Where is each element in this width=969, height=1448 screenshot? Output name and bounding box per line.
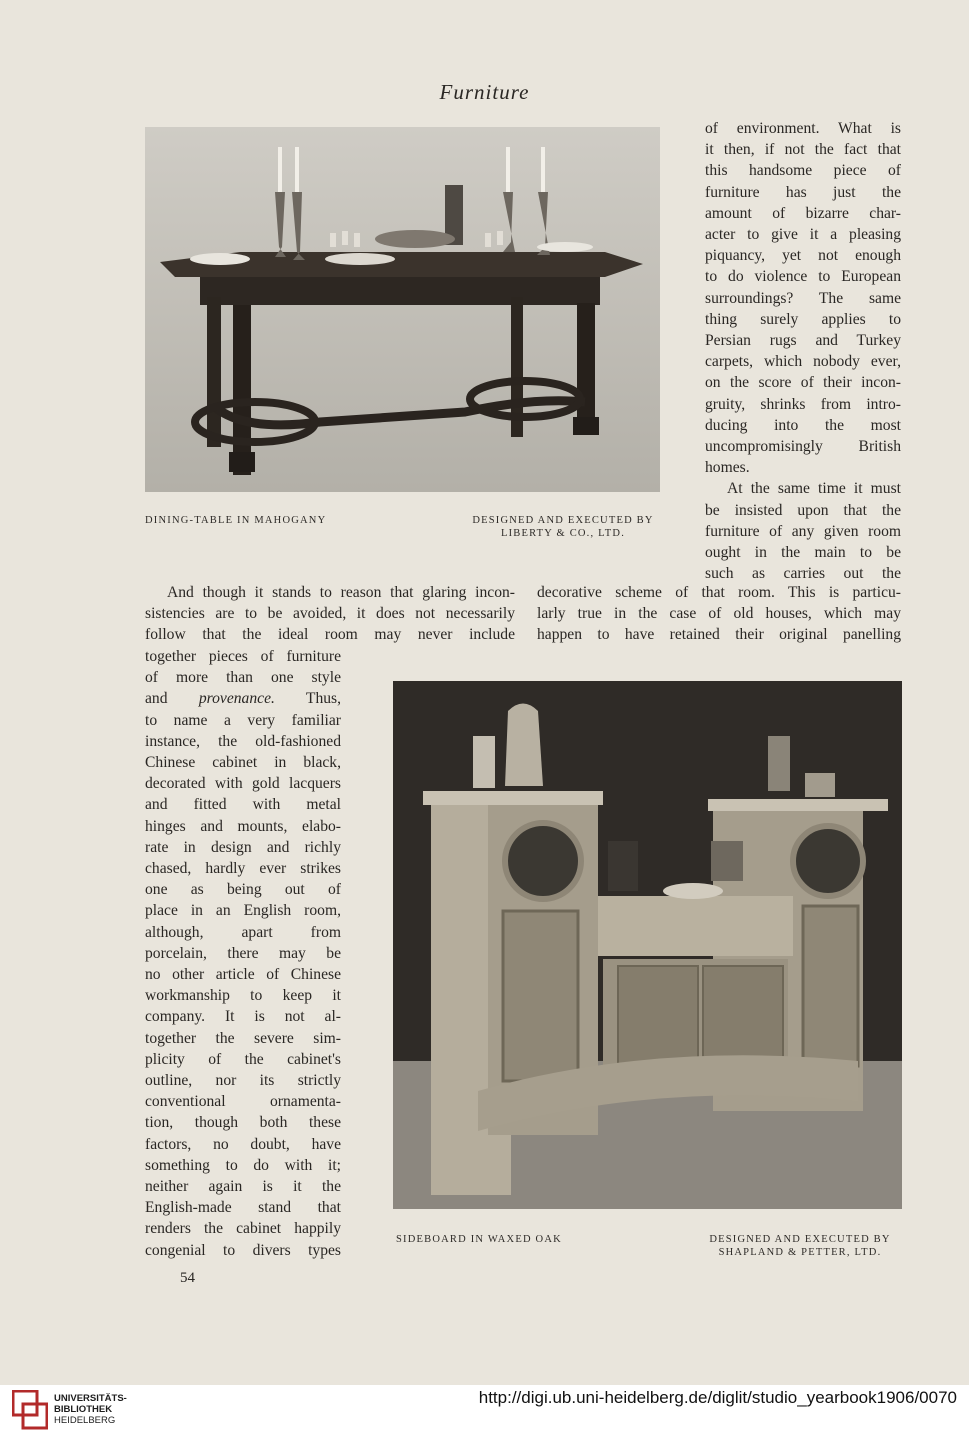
text-line: factors, no doubt, have — [145, 1135, 341, 1153]
right-text-column — [705, 118, 901, 584]
text-line: Persian rugs and Turkey — [705, 332, 901, 350]
text-line: renders the cabinet happily — [145, 1220, 341, 1238]
text-line: hinges and mounts, elabo- — [145, 817, 341, 835]
text-fragment: Thus, — [274, 690, 341, 708]
text-line: company. It is not al- — [145, 1008, 341, 1026]
figure1-caption-credit — [468, 514, 658, 540]
italic-word: provenance. — [198, 690, 275, 708]
text-line: ought in the main to be — [705, 544, 901, 562]
text-line: conventional ornamenta- — [145, 1093, 341, 1111]
figure1-credit-line1: DESIGNED AND EXECUTED BY — [472, 515, 654, 526]
sideboard-photo — [393, 681, 902, 1209]
left-wide-text — [145, 582, 515, 646]
text-line: amount of bizarre char- — [705, 204, 901, 222]
text-line-provenance — [145, 688, 341, 709]
text-line: And though it stands to reason that glaring incon- — [167, 584, 515, 601]
sideboard-illustration — [393, 681, 902, 1209]
page-number: 54 — [180, 1270, 195, 1286]
text-line: this handsome piece of — [705, 162, 901, 180]
text-line: congenial to divers types — [145, 1241, 341, 1259]
text-line: it then, if not the fact that — [705, 141, 901, 159]
text-line: tion, though both these — [145, 1114, 341, 1132]
text-line: decorated with gold lacquers — [145, 775, 341, 793]
text-line: together pieces of furniture — [145, 648, 341, 665]
text-line: no other article of Chinese — [145, 966, 341, 984]
text-line: be insisted upon that the — [705, 501, 901, 519]
text-line: gruity, shrinks from intro- — [705, 395, 901, 413]
text-line: acter to give it a pleasing — [705, 226, 901, 244]
text-line: outline, nor its strictly — [145, 1072, 341, 1090]
dining-table-illustration — [145, 127, 660, 492]
text-line: one as being out of — [145, 881, 341, 899]
text-line: sistencies are to be avoided, it does not necessarily — [145, 605, 515, 623]
text-line: piquancy, yet not enough — [705, 247, 901, 265]
figure1-caption-title: DINING-TABLE IN MAHOGANY — [145, 515, 327, 526]
text-line: chased, hardly ever strikes — [145, 860, 341, 878]
text-line: and fitted with metal — [145, 796, 341, 814]
library-line3: HEIDELBERG — [54, 1415, 116, 1426]
text-line: such as carries out the — [705, 565, 901, 583]
text-line: thing surely applies to — [705, 310, 901, 328]
figure2-credit-line2: SHAPLAND & PETTER, LTD. — [718, 1247, 882, 1258]
text-line: surroundings? The same — [705, 289, 901, 307]
text-line: furniture has just the — [705, 183, 901, 201]
library-logo-icon — [12, 1390, 48, 1430]
text-line: of more than one style — [145, 669, 341, 687]
text-line: English-made stand that — [145, 1199, 341, 1217]
library-line2: BIBLIOTHEK — [54, 1404, 113, 1415]
text-line: Chinese cabinet in black, — [145, 754, 341, 772]
library-line1: UNIVERSITÄTS- — [54, 1393, 127, 1404]
right-wide-text — [537, 582, 901, 646]
text-line: together the severe sim- — [145, 1029, 341, 1047]
text-line: to do violence to European — [705, 268, 901, 286]
text-fragment: and — [145, 690, 199, 708]
source-url-link[interactable]: http://digi.ub.uni-heidelberg.de/diglit/studio_yearbook1906/0070 — [478, 1388, 957, 1407]
text-line: although, apart from — [145, 923, 341, 941]
figure2-caption-credit — [700, 1233, 900, 1259]
text-line: something to do with it; — [145, 1156, 341, 1174]
left-narrow-text — [145, 646, 341, 1261]
text-line: of environment. What is — [705, 120, 901, 137]
text-line: follow that the ideal room may never include — [145, 626, 515, 644]
text-line: plicity of the cabinet's — [145, 1050, 341, 1068]
text-line: place in an English room, — [145, 902, 341, 920]
running-head: Furniture — [439, 80, 530, 104]
figure1-credit-line2: LIBERTY & CO., LTD. — [500, 528, 626, 539]
figure2-caption-title: SIDEBOARD IN WAXED OAK — [396, 1234, 562, 1245]
text-line: happen to have retained their original panelling — [537, 626, 901, 644]
text-line: porcelain, there may be — [145, 944, 341, 962]
text-line: instance, the old-fashioned — [145, 732, 341, 750]
text-line: homes. — [705, 459, 750, 477]
text-line: furniture of any given room — [705, 522, 901, 540]
library-name — [54, 1393, 127, 1426]
figure2-credit-line1: DESIGNED AND EXECUTED BY — [709, 1234, 891, 1245]
text-line: uncompromisingly British — [705, 438, 901, 456]
text-line: larly true in the case of old houses, which may — [537, 605, 901, 623]
text-line: decorative scheme of that room. This is particu- — [537, 584, 901, 601]
text-line: ducing into the most — [705, 416, 901, 434]
text-line: At the same time it must — [727, 480, 901, 498]
text-line: on the score of their incon- — [705, 374, 901, 392]
text-line: carpets, which nobody ever, — [705, 353, 901, 371]
text-line: to name a very familiar — [145, 711, 341, 729]
text-line: rate in design and richly — [145, 838, 341, 856]
text-line: workmanship to keep it — [145, 987, 341, 1005]
dining-table-photo — [145, 127, 660, 492]
text-line: neither again is it the — [145, 1178, 341, 1196]
